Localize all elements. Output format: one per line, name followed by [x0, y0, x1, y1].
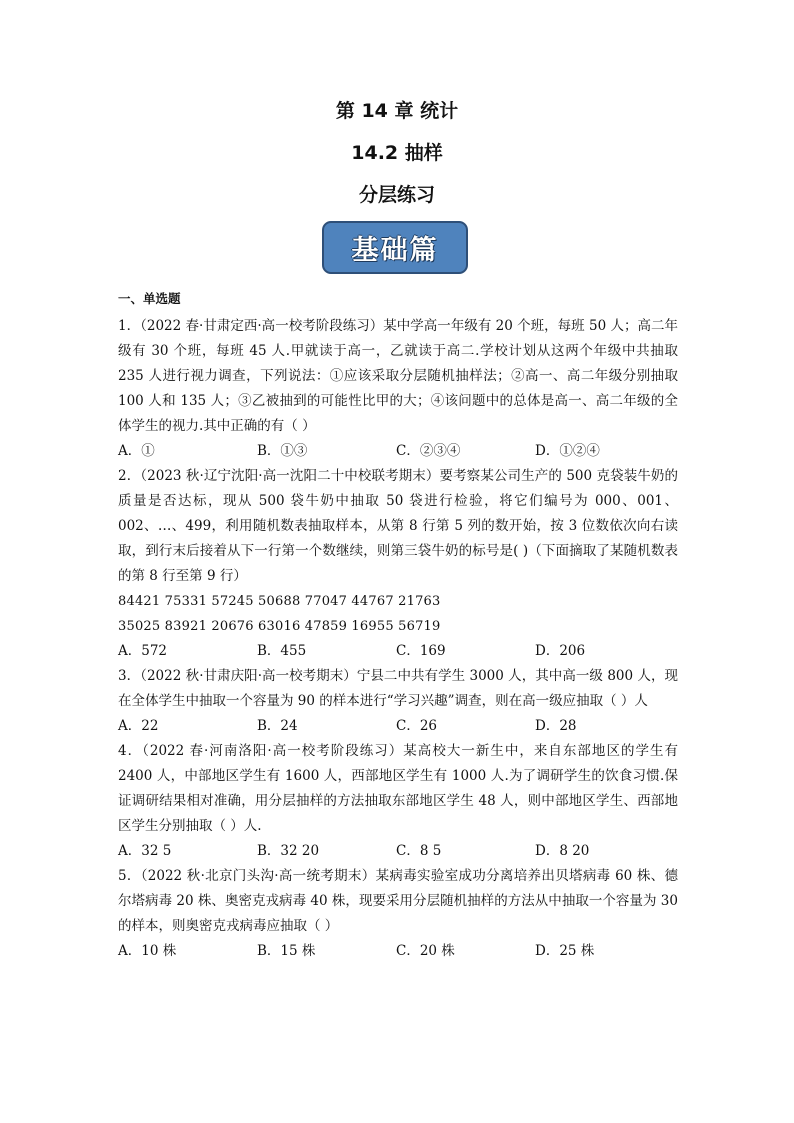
- level-badge: [322, 221, 470, 276]
- option-row: [118, 839, 678, 864]
- option-c: C．169: [396, 643, 446, 659]
- option-row: [118, 439, 678, 464]
- question-2: [118, 464, 678, 664]
- section-title: 14.2 抽样: [351, 142, 443, 164]
- option-row: [118, 639, 678, 664]
- option-d: D．28: [535, 718, 577, 734]
- question-4: [118, 739, 678, 864]
- option-row: [118, 714, 678, 739]
- question-text: 4．（2022 春·河南洛阳·高一校考阶段练习）某高校大一新生中，来自东部地区的学生有 2400 人，中部地区学生有 1600 人，西部地区学生有 1000 人.为了调研学生的饮食习惯.保证调研结果相对准确，用分层抽样的方法抽取东部地区学生 48 人，则中部地区学生、西部地区学生分别抽取（ ）人.: [118, 743, 678, 834]
- title-block: [0, 96, 794, 222]
- question-text: 1．（2022 春·甘肃定西·高一校考阶段练习）某中学高一年级有 20 个班，每班 50 人；高二年级有 30 个班，每班 45 人.甲就读于高一，乙就读于高二.学校计划从这两个年级中共抽取 235 人进行视力调查，下列说法：①应该采取分层随机抽样法；②高一、高二年级分别抽取 100 人和 135 人；③乙被抽到的可能性比甲的大；④该问题中的总体是高一、高二年级的全体学生的视力.其中正确的有（ ）: [118, 318, 678, 434]
- option-d: D．25 株: [535, 943, 595, 959]
- option-c: C．26: [396, 718, 438, 734]
- option-b: B．32 20: [257, 843, 320, 859]
- question-text: 2．（2023 秋·辽宁沈阳·高一沈阳二十中校联考期末）要考察某公司生产的 500 克袋装牛奶的质量是否达标，现从 500 袋牛奶中抽取 50 袋进行检验，将它们编号为 000、001、002、…、499，利用随机数表抽取样本，从第 8 行第 5 列的数开始，按 3 位数依次向右读取，到行末后接着从下一行第一个数继续，则第三袋牛奶的标号是( )（下面摘取了某随机数表的第 8 行至第 9 行）: [118, 468, 678, 584]
- random-number-row-9: 35025 83921 20676 63016 47859 16955 56719: [118, 619, 441, 634]
- option-c: C．②③④: [396, 443, 461, 459]
- question-5: [118, 864, 678, 964]
- question-1: [118, 314, 678, 464]
- chapter-title: 第 14 章 统计: [335, 100, 459, 122]
- random-number-row-8: 84421 75331 57245 50688 77047 44767 21763: [118, 594, 441, 609]
- option-d: D．①②④: [535, 443, 600, 459]
- practice-subtitle: 分层练习: [358, 184, 435, 206]
- option-c: C．8 5: [396, 843, 442, 859]
- option-a: A．572: [118, 643, 168, 659]
- option-a: A．32 5: [118, 843, 172, 859]
- option-d: D．8 20: [535, 843, 590, 859]
- section-heading: 一、单选题: [118, 291, 181, 306]
- option-a: A．22: [118, 718, 159, 734]
- option-a: A．①: [118, 443, 155, 459]
- question-list: [118, 290, 678, 964]
- option-b: B．①③: [257, 443, 308, 459]
- option-b: B．15 株: [257, 943, 316, 959]
- level-badge-label: 基础篇: [322, 221, 468, 274]
- option-b: B．455: [257, 643, 307, 659]
- option-a: A．10 株: [118, 943, 177, 959]
- question-text: 5．（2022 秋·北京门头沟·高一统考期末）某病毒实验室成功分离培养出贝塔病毒 60 株、德尔塔病毒 20 株、奥密克戎病毒 40 株，现要采用分层随机抽样的方法从中抽取一个容量为 30 的样本，则奥密克戎病毒应抽取（ ）: [118, 868, 678, 934]
- option-c: C．20 株: [396, 943, 455, 959]
- question-text: 3．（2022 秋·甘肃庆阳·高一校考期末）宁县二中共有学生 3000 人，其中高一级 800 人，现在全体学生中抽取一个容量为 90 的样本进行“学习兴趣”调查，则在高一级应抽取（ ）人: [118, 668, 678, 709]
- option-b: B．24: [257, 718, 298, 734]
- option-d: D．206: [535, 643, 586, 659]
- option-row: [118, 939, 678, 964]
- question-3: [118, 664, 678, 739]
